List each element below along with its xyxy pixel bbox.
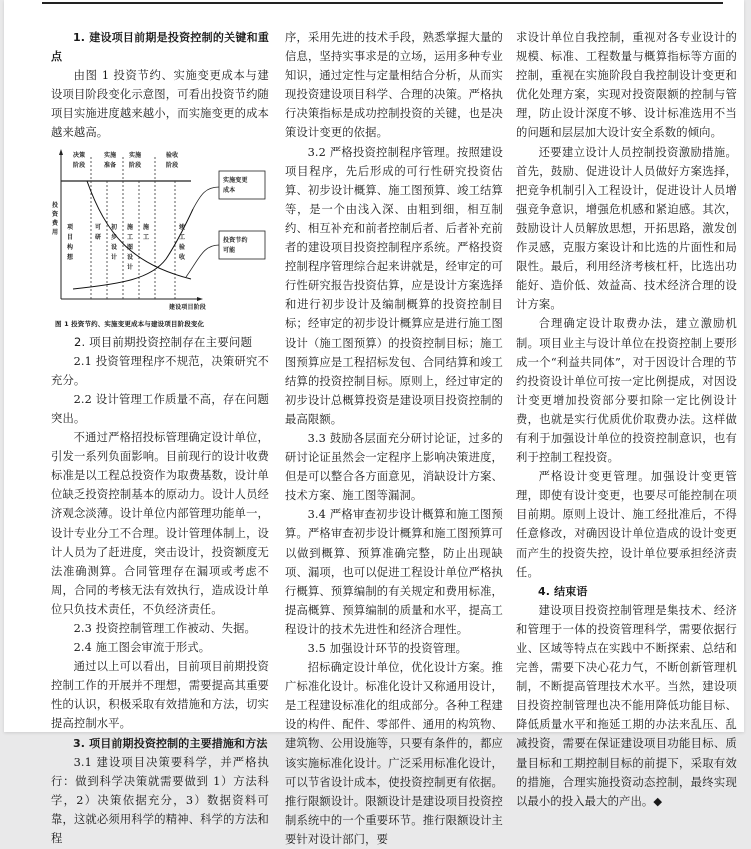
stage-label: 初步设计 — [111, 223, 118, 261]
phase-label: 决策阶段 — [73, 151, 86, 169]
top-rule — [42, 2, 723, 4]
section-heading-2: 2. 项目前期投资控制存在主要问题 — [74, 334, 253, 349]
figure-1 — [51, 149, 269, 317]
column-3 — [516, 28, 737, 811]
end-mark-icon: ◆ — [653, 794, 663, 808]
figure-caption: 图 1 投资节约、实施变更成本与建设项目阶段变化 — [55, 319, 205, 328]
column-2 — [285, 28, 503, 849]
section-heading-3: 3. 项目前期投资控制的主要措施和方法 — [73, 736, 268, 750]
legend-change-cost-box — [219, 171, 265, 199]
paragraph: 由图 1 投资节约、实施变更成本与建设项目阶段变化示意图，可看出投资节约随项目实施进度越来越小，而实施变更的成本越来越高。 — [51, 69, 269, 140]
paragraph: 严格设计变更管理。加强设计变更管理，即使有设计变更，也要尽可能控制在项目前期。原则上设计、施工经批准后，不得任意修改，对确因设计单位造成的设计变更而产生的投资失控，设计单位要承担经济责任。 — [516, 470, 737, 579]
paragraph: 3.2 严格投资控制程序管理。按照建设项目程序，先后形成的可行性研究投资估算、初步设计概算、施工图预算、竣工结算等，是一个由浅入深、由粗到细，相互制约、相互补充和前者控制后者、后者补充前者的建设项目投资控制程序系统。严格投资控制程序管理综合起来讲就是，经审定的可行性研究报告投资估算，应是设计方案选择和进行初步设计及编制概算的投资控制目标；经审定的初步设计概算应是进行施工图设计（施工图预算）的投资控制目标；施工图预算应是工程招标发包、合同结算和竣工结算的投资控制目标。原则上，经过审定的初步设计总概算投资是建设项目投资控制的最高限额。 — [285, 145, 503, 426]
y-axis-label: 投资费用 — [52, 201, 59, 236]
paragraph: 3.3 鼓励各层面充分研讨论证，过多的研讨论证虽然会一定程序上影响决策进度，但是可以整合各方面意见，消缺设计方案、技术方案、施工图等漏洞。 — [285, 431, 503, 503]
stage-label: 项目构想 — [67, 223, 74, 261]
paragraph: 通过以上可以看出，目前项目前期投资控制工作的开展并不理想，需要提高其重要性的认识，积极采取有效措施和方法，切实提高控制水平。 — [51, 660, 269, 731]
paragraph: 求设计单位自我控制，重视对各专业设计的规模、标准、工程数量与概算指标等方面的控制，重视在实施阶段自我控制设计变更和优化处理方案，实现对投资限额的控制与管理，防止设计深度不够、设计标准选用不当的问题和层层加大设计安全系数的倾向。 — [516, 31, 737, 140]
paragraph: 序，采用先进的技术手段，熟悉掌握大量的信息，坚持实事求是的立场，运用多种专业知识，通过定性与定量相结合分析，从而实现投资建设项目科学、合理的决策。严格执行决策指标是成功控制投资的关键，也是决策设计变更的依据。 — [285, 31, 503, 140]
stage-label: 竣工验收 — [179, 223, 186, 261]
phase-label: 验收阶段 — [166, 151, 179, 169]
paragraph: 3.5 加强设计环节的投资管理。 — [307, 642, 468, 655]
paragraph: 招标确定设计单位，优化设计方案。推广标准化设计。标准化设计又称通用设计，是工程建设标准化的组成部分。各种工程建设的构件、配件、零部件、通用的构筑物、建筑物、公用设施等，只要有条件的，都应该实施标准化设计。广泛采用标准化设计，可以节省设计成本，使投资控制更有依据。推行限额设计。限额设计是建设项目投资控制系统中的一个重要环节。推行限额设计主要针对设计部门，要 — [285, 661, 503, 846]
y-axis-arrow — [59, 149, 63, 155]
paragraph: 不通过严格招投标管理确定设计单位，引发一系列负面影响。目前现行的设计收费标准是以工程总投资作为取费基数，设计单位缺乏投资控制基本的原动力。设计人员经济观念淡薄。设计单位内部管理功能单一，设计专业分工不合理。设计管理体制上，设计人员为了赶进度，突击设计，投资额度无法准确测算。合同管理存在漏项或考虑不周，合同的考核无法有效执行，造成设计单位只负技术责任，不负经济责任。 — [51, 431, 269, 616]
phase-label: 实施阶段 — [129, 151, 142, 169]
paragraph — [516, 601, 737, 811]
stage-label: 施工图设计 — [127, 223, 134, 271]
stage-label: 可研 — [95, 223, 102, 241]
phase-label: 实施准备 — [104, 151, 117, 169]
paragraph: 还要建立设计人员控制投资激励措施。首先，鼓励、促进设计人员做好方案选择，把竞争机制引入工程设计，促进设计人员增强竞争意识，增强危机感和紧迫感。其次，鼓励设计人员解放思想，开拓思路，激发创作灵感，克服方案设计和比选的片面性和局限性。最后，利用经济考核杠杆，比选出功能好、造价低、效益高、技术经济合理的设计方案。 — [516, 145, 737, 312]
paragraph: 2.4 施工图会审流于形式。 — [73, 641, 211, 655]
paragraph: 2.1 投资管理程序不规范，决策研究不充分。 — [51, 354, 269, 387]
legend-savings-label: 投资节约可能 — [223, 236, 248, 254]
legend-change-cost-label: 实施变更成本 — [223, 176, 248, 194]
paragraph: 2.3 投资控制管理工作被动、失据。 — [73, 621, 257, 635]
paragraph: 3.4 严格审查初步设计概算和施工图预算。严格审查初步设计概算和施工图预算可以做到概算、预算准确完整，防止出现缺项、漏项，也可以促进工程设计单位严格执行概算、预算编制的有关规定和费用标准，提高概算、预算编制的质量和水平，提高工程设计的技术先进性和经济合理性。 — [285, 508, 503, 636]
figure-1-diagram — [51, 149, 269, 317]
x-axis-label: 建设项目阶段 — [169, 303, 206, 311]
x-axis-arrow — [197, 297, 203, 301]
paragraph-text: 建设项目投资控制管理是集技术、经济和管理于一体的投资管理科学，需要依据行业、区域等特点在实践中不断探索、总结和完善，需要下决心花力气，不断创新管理机制，不断提高管理技术水平。当然，建设项目投资控制管理也决不能用降低功能目标、降低质量水平和拖延工期的办法来乱压、乱减投资，需要在保证建设项目功能目标、质量目标和工期控制目标的前提下，采取有效的措施，合理实施投资动态控制，最终实现以最小的投入最大的产出。 — [516, 603, 737, 808]
paragraph: 2.2 设计管理工作质量不高，存在问题突出。 — [51, 392, 269, 425]
paragraph: 3.1 建设项目决策要科学，并严格执行：做到科学决策就需要做到 1）方法科学，2）决策依据充分，3）数据资料可靠，这就必须用科学的精神、科学的方法和程 — [51, 755, 269, 845]
section-heading-4: 4. 结束语 — [538, 584, 588, 598]
column-1 — [51, 28, 269, 848]
section-heading-1: 1. 建设项目前期是投资控制的关键和重点 — [51, 31, 269, 64]
stage-label: 施工 — [143, 223, 150, 241]
paragraph: 合理确定设计取费办法，建立激励机制。项目业主与设计单位在投资控制上要形成一个“利益共同体”，对于因设计合理的节约投资设计单位可按一定比例提成，对因设计变更增加投资部分要扣除一定比例设计费，也就是实行优质优价取费办法。这样做有利于加强设计单位的投资控制意识，也有利于控制工程投资。 — [516, 317, 737, 465]
legend-savings-box — [219, 231, 265, 259]
document-page — [4, 0, 744, 846]
